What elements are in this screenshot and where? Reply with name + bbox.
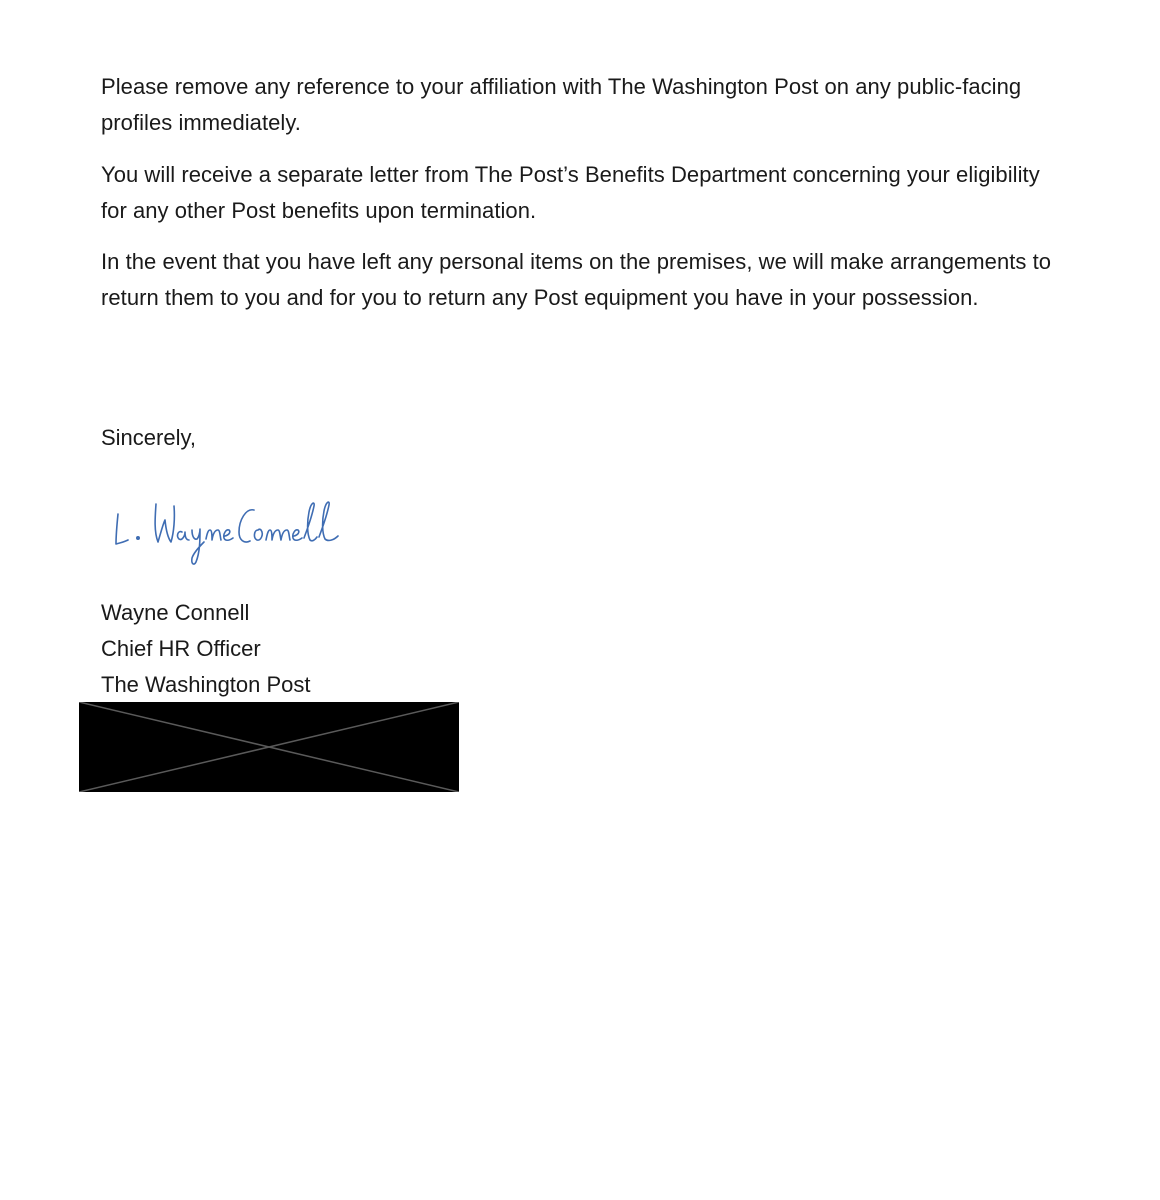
redaction-box (79, 702, 459, 792)
paragraph-personal-items: In the event that you have left any personal items on the premises, we will make arrangements to return them to you and for you to return any Post equipment you have in your possession. (101, 249, 1052, 310)
paragraph-benefits-letter: You will receive a separate letter from The Post’s Benefits Department concerning your eligibility for any other Post benefits upon termination. (101, 162, 1040, 223)
signer-organization: The Washington Post (101, 672, 311, 697)
signer-name: Wayne Connell (101, 600, 250, 625)
handwritten-signature (108, 492, 348, 572)
paragraph-remove-affiliation: Please remove any reference to your affiliation with The Washington Post on any public-facing profiles immediately. (101, 74, 1022, 135)
signer-title: Chief HR Officer (101, 636, 261, 661)
closing-salutation: Sincerely, (101, 425, 196, 450)
